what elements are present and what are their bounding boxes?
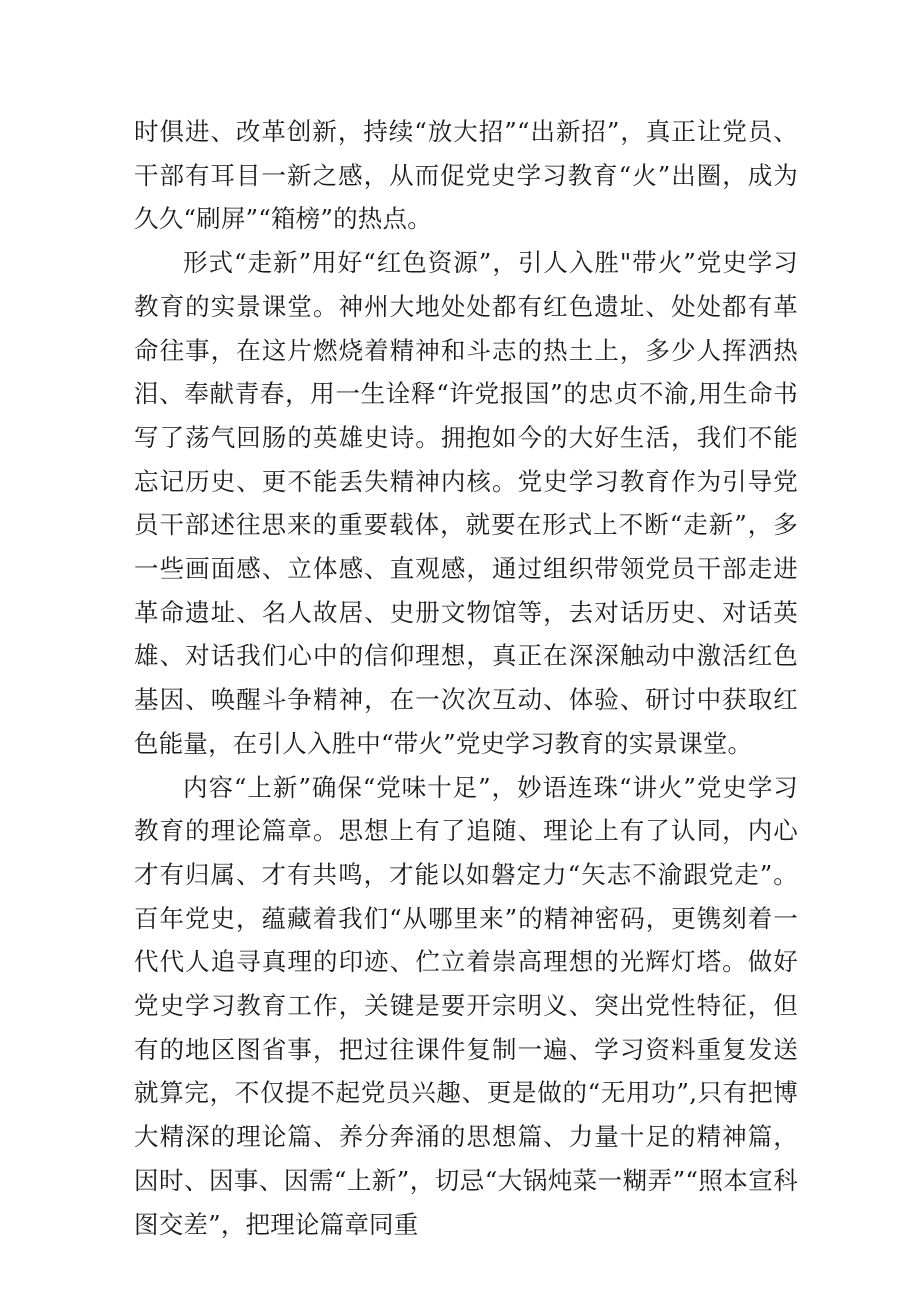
paragraph-form-innovation: 形式“走新”用好“红色资源”，引人入胜"带火”党史学习教育的实景课堂。神州大地处处都有红色遗址、处处都有革命往事，在这片燃烧着精神和斗志的热土上，多少人挥洒热泪、奉献青春，用一生诠释“许党报国”的忠贞不渝,用生命书写了荡气回肠的英雄史诗。拥抱如今的大好生活，我们不能忘记历史、更不能丢失精神内核。党史学习教育作为引导党员干部述往思来的重要载体，就要在形式上不断“走新”，多一些画面感、立体感、直观感，通过组织带领党员干部走进革命遗址、名人故居、史册文物馆等，去对话历史、对话英雄、对话我们心中的信仰理想，真正在深深触动中激活红色基因、唤醒斗争精神，在一次次互动、体验、研讨中获取红色能量，在引人入胜中“带火”党史学习教育的实景课堂。 — [134, 248, 798, 758]
paragraph-continued: 时俱进、改革创新，持续“放大招”“出新招”，真正让党员、干部有耳目一新之感，从而促党史学习教育“火”出圈，成为久久“刷屏”“箱榜”的热点。 — [134, 117, 798, 234]
paragraph-content-innovation: 内容“上新”确保“党味十足”，妙语连珠“讲火”党史学习教育的理论篇章。思想上有了追随、理论上有了认同，内心才有归属、才有共鸣，才能以如磐定力“矢志不渝跟党走”。百年党史，蕴藏着我们“从哪里来”的精神密码，更镌刻着一代代人追寻真理的印迹、伫立着崇高理想的光辉灯塔。做好党史学习教育工作，关键是要开宗明义、突出党性特征，但有的地区图省事，把过往课件复制一遍、学习资料重复发送就算完，不仅提不起党员兴趣、更是做的“无用功”,只有把博大精深的理论篇、养分奔涌的思想篇、力量十足的精神篇，因时、因事、因需“上新”，切忌“大锅炖菜一糊弄”“照本宣科图交差”，把理论篇章同重 — [134, 772, 798, 1239]
document-body — [134, 110, 798, 1246]
